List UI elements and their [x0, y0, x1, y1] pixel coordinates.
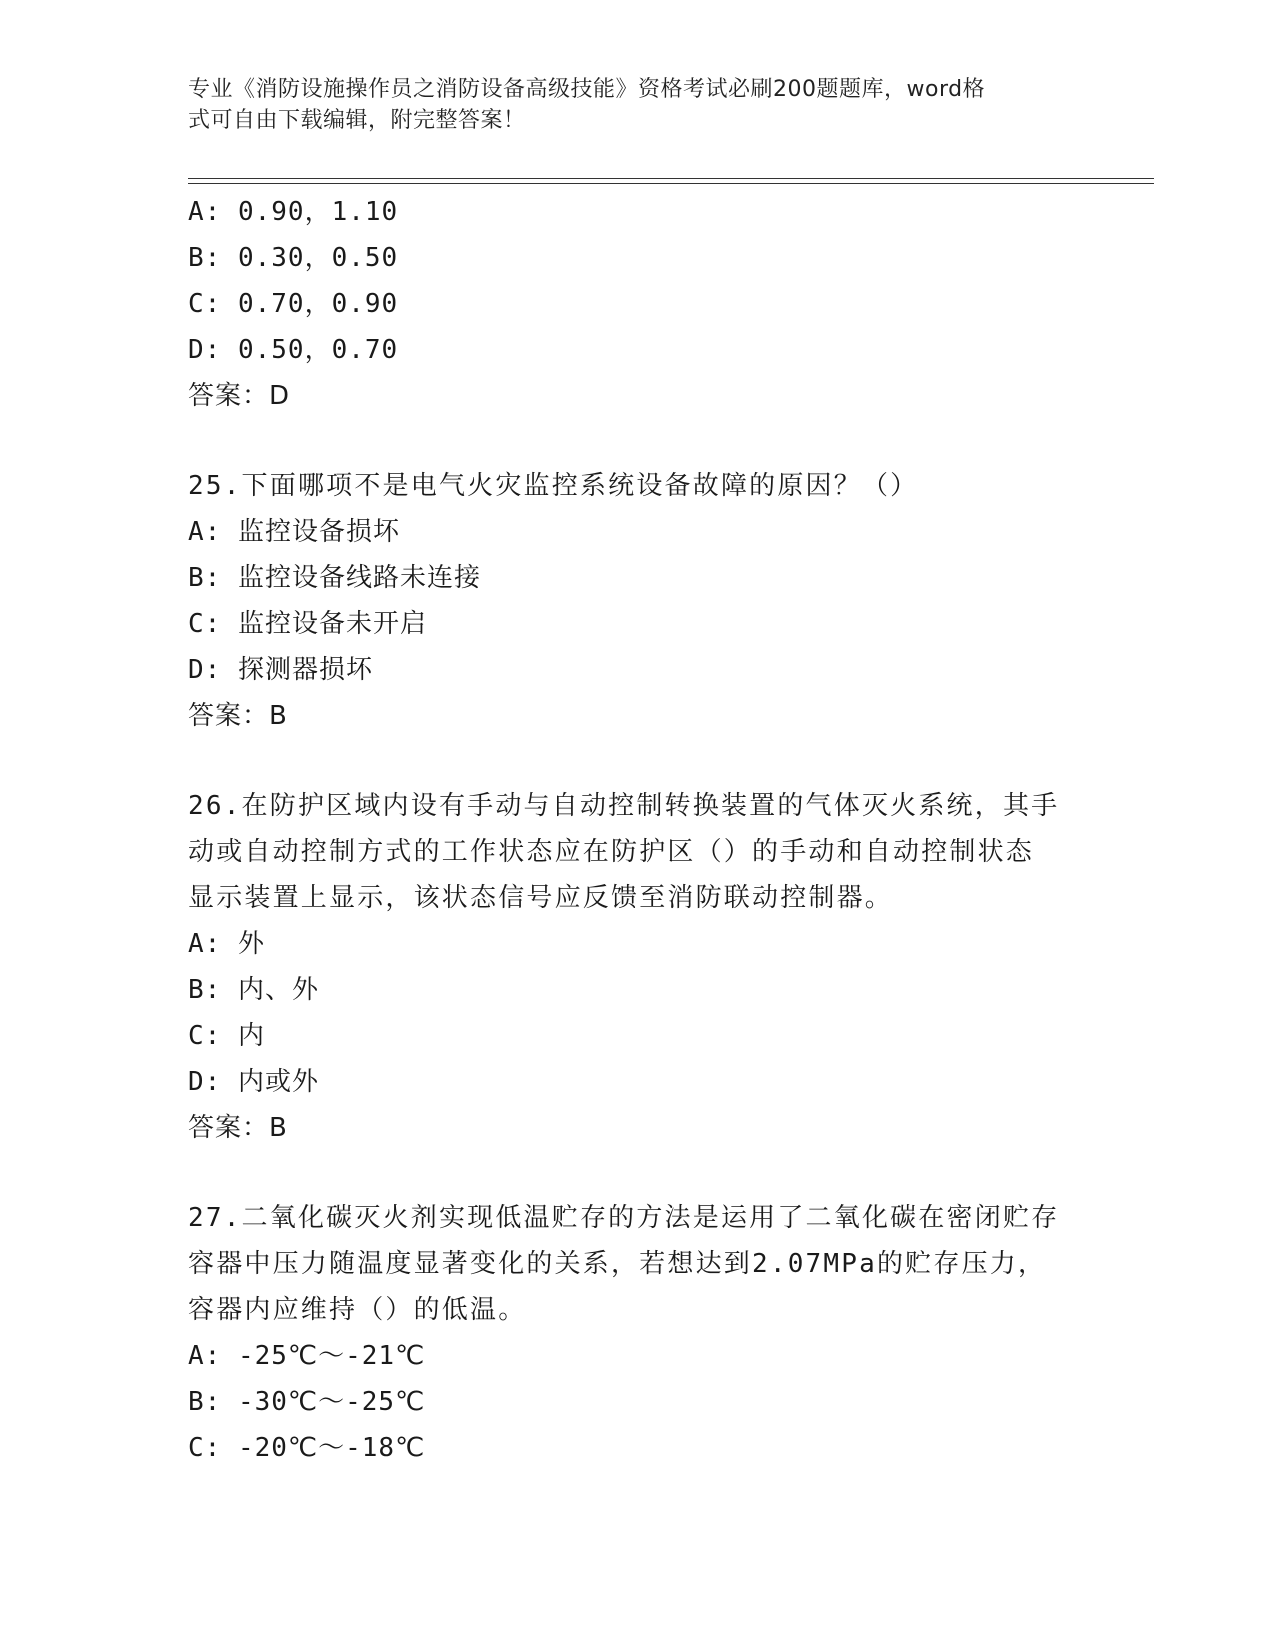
- option-b: B: 监控设备线路未连接: [188, 563, 481, 593]
- question-25: [188, 463, 1088, 739]
- question-24: [188, 189, 1088, 419]
- option-a: A: -25℃～-21℃: [188, 1341, 426, 1371]
- answer-label: 答案：D: [188, 381, 291, 411]
- option-b: B: 内、外: [188, 975, 319, 1005]
- option-a: A: 监控设备损坏: [188, 517, 400, 547]
- option-d: D: 0.50，0.70: [188, 335, 399, 365]
- option-b: B: -30℃～-25℃: [188, 1387, 426, 1417]
- header-line-2: 式可自由下载编辑，附完整答案！: [188, 108, 526, 133]
- option-c: C: 内: [188, 1021, 265, 1051]
- question-text-line-3: 显示装置上显示，该状态信号应反馈至消防联动控制器。: [188, 883, 894, 913]
- option-a: A: 外: [188, 929, 265, 959]
- answer-label: 答案：B: [188, 1113, 288, 1143]
- option-a: A: 0.90，1.10: [188, 197, 399, 227]
- option-c: C: -20℃～-18℃: [188, 1433, 426, 1463]
- option-b: B: 0.30，0.50: [188, 243, 399, 273]
- option-d: D: 内或外: [188, 1067, 319, 1097]
- question-text-line-2: 容器中压力随温度显著变化的关系，若想达到2.07MPa的贮存压力，: [188, 1249, 1047, 1279]
- question-text-line-3: 容器内应维持（）的低温。: [188, 1295, 527, 1325]
- header-line-1: 专业《消防设施操作员之消防设备高级技能》资格考试必刷200题题库，word格: [188, 77, 986, 102]
- question-text-line-1: 26.在防护区域内设有手动与自动控制转换装置的气体灭火系统，其手: [188, 791, 1060, 821]
- document-header: [188, 74, 1068, 136]
- option-c: C: 监控设备未开启: [188, 609, 427, 639]
- question-27: [188, 1195, 1088, 1471]
- question-list: [188, 189, 1088, 1471]
- answer-label: 答案：B: [188, 701, 288, 731]
- question-text-line-1: 27.二氧化碳灭火剂实现低温贮存的方法是运用了二氧化碳在密闭贮存: [188, 1203, 1060, 1233]
- question-text: 25.下面哪项不是电气火灾监控系统设备故障的原因？（）: [188, 471, 919, 501]
- option-c: C: 0.70，0.90: [188, 289, 399, 319]
- question-text-line-2: 动或自动控制方式的工作状态应在防护区（）的手动和自动控制状态: [188, 837, 1035, 867]
- header-divider-top: [188, 178, 1154, 179]
- question-26: [188, 783, 1088, 1151]
- header-divider-bottom: [188, 183, 1154, 184]
- option-d: D: 探测器损坏: [188, 655, 373, 685]
